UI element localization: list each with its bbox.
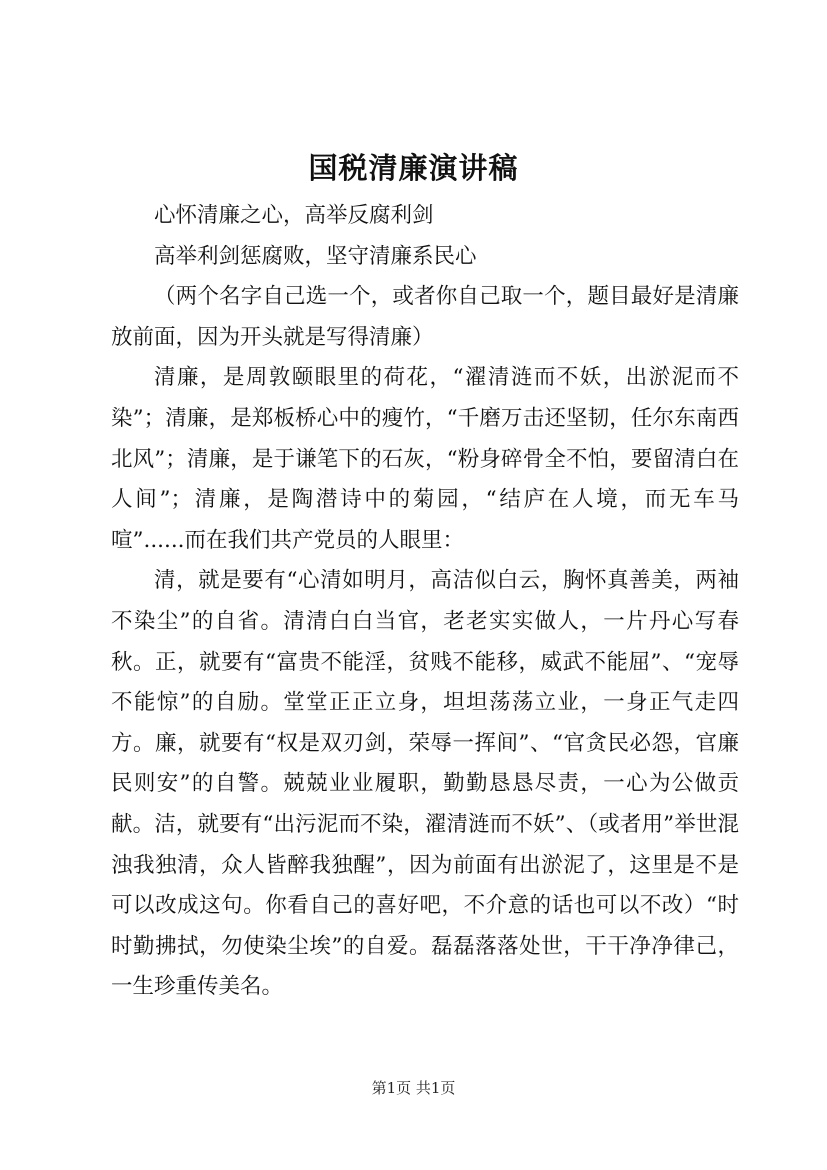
document-body bbox=[111, 196, 739, 1008]
paragraph-subtitle-1: 心怀清廉之心，高举反腐利剑 bbox=[154, 203, 434, 228]
page-footer: 第1页 共1页 bbox=[371, 1079, 456, 1097]
paragraph-subtitle-2: 高举利剑惩腐败，坚守清廉系民心 bbox=[154, 243, 477, 269]
paragraph-intro: 清廉，是周敦颐眼里的荷花，“濯清涟而不妖，出淤泥而不染”；清廉，是郑板桥心中的瘦竹，“千磨万击还坚韧，任尔东南西北风”；清廉，是于谦笔下的石灰，“粉身碎骨全不怕，要留清白在人间”；清廉，是陶潜诗中的菊园，“结庐在人境，而无车马喧”......而在我们共产党员的人眼里： bbox=[111, 365, 739, 553]
page-title: 国税清廉演讲稿 bbox=[308, 151, 519, 185]
paragraph-main: 清，就是要有“心清如明月，高洁似白云，胸怀真善美，两袖不染尘”的自省。清清白白当官，老老实实做人，一片丹心写春秋。正，就要有“富贵不能淫，贫贱不能移，威武不能屈”、“宠辱不能惊”的自励。堂堂正正立身，坦坦荡荡立业，一身正气走四方。廉，就要有“权是双刃剑，荣辱一挥间”、“官贪民必怨，官廉民则安”的自警。兢兢业业履职，勤勤恳恳尽责，一心为公做贡献。洁，就要有“出污泥而不染，濯清涟而不妖”、（或者用”举世混浊我独清，众人皆醉我独醒”，因为前面有出淤泥了，这里是不是可以改成这句。你看自己的喜好吧，不介意的话也可以不改）“时时勤拂拭，勿使染尘埃”的自爱。磊磊落落处世，干干净净律己，一生珍重传美名。 bbox=[111, 568, 739, 1000]
paragraph-note: （两个名字自己选一个，或者你自己取一个，题目最好是清廉放前面，因为开头就是写得清廉） bbox=[111, 284, 739, 350]
